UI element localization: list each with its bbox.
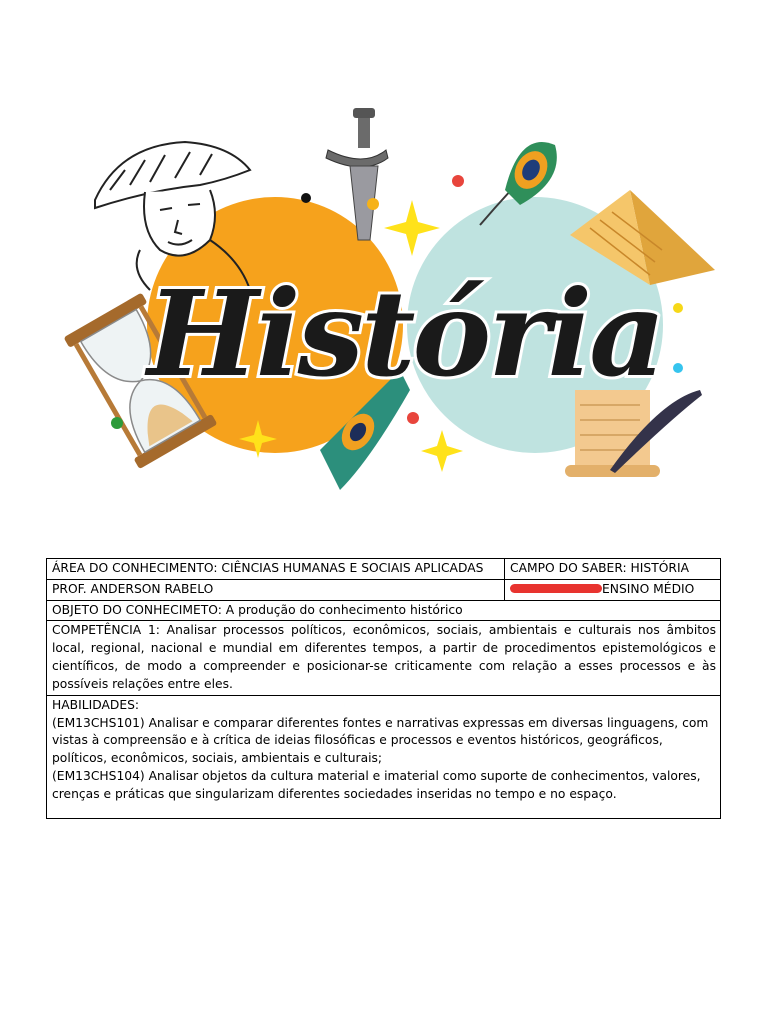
dot-green	[111, 417, 123, 429]
historia-logo-text: História	[147, 264, 663, 403]
lesson-info-table	[46, 558, 721, 819]
dot-blue	[673, 363, 683, 373]
objeto-cell: OBJETO DO CONHECIMETO: A produção do conhecimento histórico	[47, 600, 721, 621]
redaction-mark	[510, 584, 602, 593]
table-row-objeto	[47, 600, 721, 621]
table-row-competencia	[47, 621, 721, 695]
dot-yellow-2	[673, 303, 683, 313]
area-cell: ÁREA DO CONHECIMENTO: CIÊNCIAS HUMANAS E SOCIAIS APLICADAS	[47, 559, 505, 580]
dot-yellow	[367, 198, 379, 210]
habilidades-title: HABILIDADES:	[52, 697, 140, 712]
dot-red-2	[407, 412, 419, 424]
table-row-area	[47, 559, 721, 580]
dot-red	[452, 175, 464, 187]
habilidade-em13chs104: (EM13CHS104) Analisar objetos da cultura material e imaterial como suporte de conhecimentos, valores, crenças e práticas que singularizam diferentes sociedades inseridas no tempo e no espaço.	[52, 769, 701, 801]
competencia-cell: COMPETÊNCIA 1: Analisar processos políticos, econômicos, sociais, ambientais e culturais nos âmbitos local, regional, nacional e mundial em diferentes tempos, a partir de procedimentos epistemológicos e científicos, de modo a compreender e posicionar-se criticamente com relação a esses processos e às possíveis relações entre eles.	[47, 621, 721, 695]
prof-cell: PROF. ANDERSON RABELO	[47, 579, 505, 600]
serie-cell	[505, 579, 721, 600]
scroll-and-quill-icon	[565, 390, 702, 477]
habilidade-em13chs101: (EM13CHS101) Analisar e comparar diferentes fontes e narrativas expressas em diversas linguagens, com vistas à compreensão e à crítica de ideias filosóficas e processos e eventos históricos, geográficos, políticos, econômicos, sociais, ambientais e culturais;	[52, 715, 709, 766]
campo-cell: CAMPO DO SABER: HISTÓRIA	[505, 559, 721, 580]
table-row-habilidades	[47, 695, 721, 818]
historia-banner	[0, 90, 768, 510]
table-row-prof	[47, 579, 721, 600]
habilidades-cell	[47, 695, 721, 818]
dot-black	[301, 193, 311, 203]
serie-visible-text: ENSINO MÉDIO	[602, 581, 695, 596]
